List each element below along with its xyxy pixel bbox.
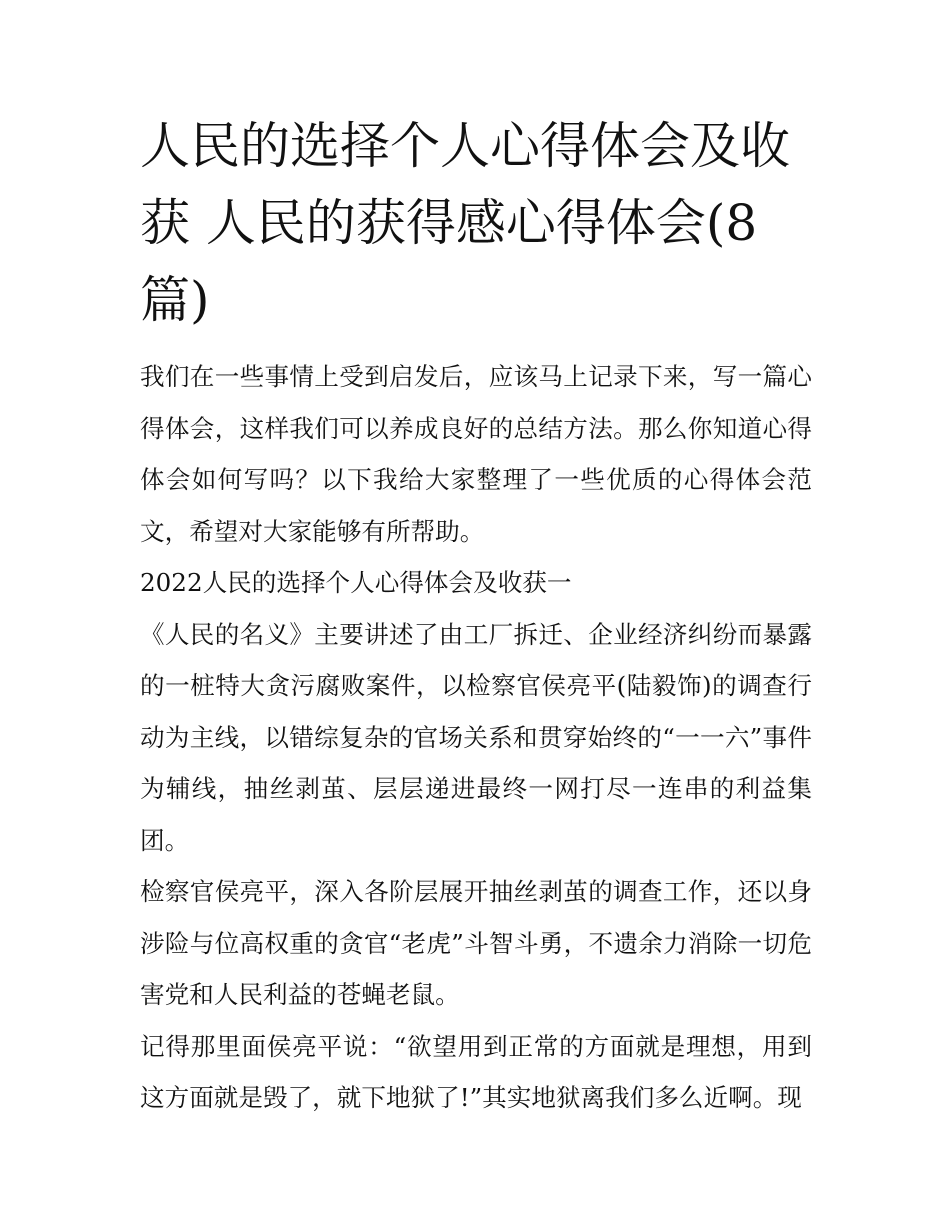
document-page	[140, 108, 812, 1124]
document-title: 人民的选择个人心得体会及收获 人民的获得感心得体会(8篇)	[140, 117, 790, 329]
body-paragraph: 检察官侯亮平，深入各阶层展开抽丝剥茧的调查工作，还以身涉险与位高权重的贪官“老虎”斗智斗勇，不遗余力消除一切危害党和人民利益的苍蝇老鼠。	[140, 877, 812, 1009]
body-paragraph: 《人民的名义》主要讲述了由工厂拆迁、企业经济纠纷而暴露的一桩特大贪污腐败案件，以检察官侯亮平(陆毅饰)的调查行动为主线，以错综复杂的官场关系和贯穿始终的“一一六”事件为辅线，抽丝剥茧、层层递进最终一网打尽一连串的利益集团。	[140, 619, 812, 855]
intro-paragraph: 我们在一些事情上受到启发后，应该马上记录下来，写一篇心得体会，这样我们可以养成良好的总结方法。那么你知道心得体会如何写吗？以下我给大家整理了一些优质的心得体会范文，希望对大家能够有所帮助。	[140, 362, 812, 546]
section-heading: 2022人民的选择个人心得体会及收获一	[140, 568, 572, 597]
body-paragraph: 记得那里面侯亮平说：“欲望用到正常的方面就是理想，用到这方面就是毁了，就下地狱了!”其实地狱离我们多么近啊。现	[140, 1031, 812, 1112]
